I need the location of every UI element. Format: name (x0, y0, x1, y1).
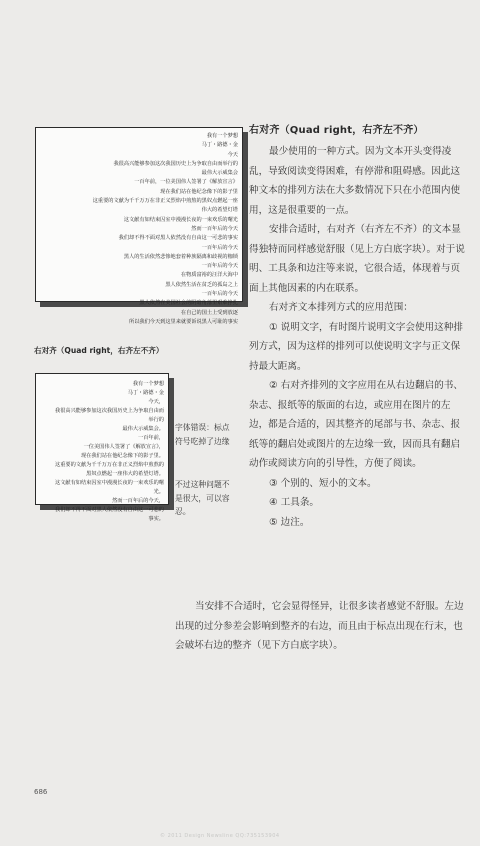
right-aligned-sample-block (35, 127, 243, 325)
sample-line: 我很高兴能够参加这次我国历史上为争取自由而 (55, 408, 164, 414)
body-paragraph: 安排合适时，右对齐（右齐左不齐）的文本显得独特而同样感觉舒服（见上方白底字块）。对于说明、工具条和边注等来说，它很合适，体现着与页面上其他因素的内在联系。 (249, 224, 465, 294)
sample-line: 事实。 (148, 516, 164, 522)
sample-line: 今天， (148, 399, 164, 405)
sample-line: 一百年后的今天 (201, 263, 238, 270)
body-paragraph: 右对齐文本排列方式的应用范围： (269, 302, 413, 313)
watermark: © 2011 Design Newsline QQ:735153904 (160, 833, 280, 839)
page-number: 686 (34, 788, 48, 796)
sample-line: 马丁・路德・金 (201, 142, 238, 149)
body-text-column (249, 121, 465, 532)
sample-line: 这文献有如结束囚室中漫漫长夜的一束欢乐的曙光 (123, 216, 238, 223)
sample-line: 黑人依然在美国社会的阴暗角落里艰难挣扎 (139, 300, 238, 307)
sample-line: 黑奴点燃起一座伟大的希望灯塔。 (86, 471, 164, 477)
sample-line: 一百年前，一位美国伟人签署了《解放宣言》 (134, 179, 238, 186)
list-paragraph: ② 右对齐排列的文字应用在从右边翻启的书、杂志、报纸等的版面的右边，或应用在图片的左边，都是合适的，因其整齐的尾部与书、杂志、报纸等的翻启处或图片的左边缘一致，因而具有翻启动作或阅读方向的引导性，方便了阅读。 (249, 380, 463, 469)
sample-line: 黑人的生活依然悲惨地套着种族隔离和歧视的枷锁 (123, 253, 238, 260)
list-item: ③ 个别的、短小的文本。 (269, 477, 377, 489)
sample-line: 最伟大示威集会。 (122, 426, 164, 432)
bad-right-aligned-sample-block (35, 373, 169, 522)
sample-line: 然而一百年后的今天 (191, 225, 238, 232)
sample-line: 马丁・路德・金 (127, 390, 164, 396)
error-note: 字体错误：标点符号吃掉了边缘 (175, 423, 230, 446)
sample-line: 一百年后的今天 (201, 244, 238, 251)
sample-line: 在物质富裕的汪洋大海中 (180, 272, 238, 279)
sample-line: 今天 (227, 151, 238, 158)
sample-line: 一位美国伟人签署了《解放宣言》， (83, 444, 164, 450)
list-item: ④ 工具条。 (269, 497, 320, 508)
sample-line: 现在我们站在他纪念像下的影子里 (160, 188, 238, 195)
sample-line: 这文献有如结束囚室中漫漫长夜的一束欢乐的曙 (55, 480, 164, 486)
sample-line: 然而一百年后的今天， (112, 498, 164, 504)
list-paragraph: ① 说明文字，有时图片说明文字会使用这种排列方式，因为这样的排列可以使说明文字与正文保持最大距离。 (249, 321, 463, 372)
sample-line: 我很高兴能够参加这次我国历史上为争取自由而举行的 (113, 160, 238, 167)
sample-line: 举行的 (148, 417, 164, 423)
sample-line: 这重要的文献为千千万万在非正义烈焰中煎熬的黑奴点燃起一座 (92, 198, 238, 205)
sample-line: 一百年前， (138, 435, 164, 441)
sample-line: 我有一个梦想 (132, 381, 164, 387)
sample-line: 这重要的文献为千千万万在非正义烈焰中煎熬的 (55, 462, 164, 468)
sample-line: 在自己的国土上受到放逐 (180, 309, 238, 316)
sample-line: 所以我们今天到这里来就要诉说黑人可耻的事实 (129, 318, 238, 325)
list-item: ⑤ 边注。 (269, 516, 310, 528)
section-heading: 右对齐（Quad right，右齐左不齐） (249, 125, 424, 136)
sample-line: 伟大的希望灯塔 (201, 207, 238, 214)
body-paragraph: 最少使用的一种方式。因为文本开头变得凌乱，导致阅读变得困难，有停滞和阻碍感。因此这种文本的排列方法在大多数情况下只在小范围内使用，这是很重要的一点。 (249, 146, 461, 216)
sample-line: 一百年后的今天 (201, 291, 238, 298)
sample-line: 光。 (153, 489, 164, 495)
sample-line: 黑人依然生活在贫乏的孤岛之上 (165, 281, 238, 288)
sample-line: 现在我们站在他纪念像下的影子里。 (80, 453, 164, 459)
sample-line: 我们却不得不面对黑人依然没有自由这一可悲的事实 (118, 235, 238, 242)
sample-line: 我们却不得不面对黑人依然没有自由这一可悲的 (55, 507, 164, 513)
tolerance-note: 不过这种问题不是很大，可以容忍。 (175, 480, 230, 516)
sample-caption: 右对齐（Quad right，右齐左不齐） (34, 346, 164, 355)
sample-line: 我有一个梦想 (206, 133, 238, 139)
sample-line: 最伟大示威集会 (201, 170, 238, 177)
bottom-paragraph: 当安排不合适时，它会显得怪异，让很多读者感觉不舒服。左边出现的过分参差会影响到整齐的右边，而且由于标点出现在行末，也会破坏右边的整齐（见下方白底字块）。 (175, 601, 464, 651)
